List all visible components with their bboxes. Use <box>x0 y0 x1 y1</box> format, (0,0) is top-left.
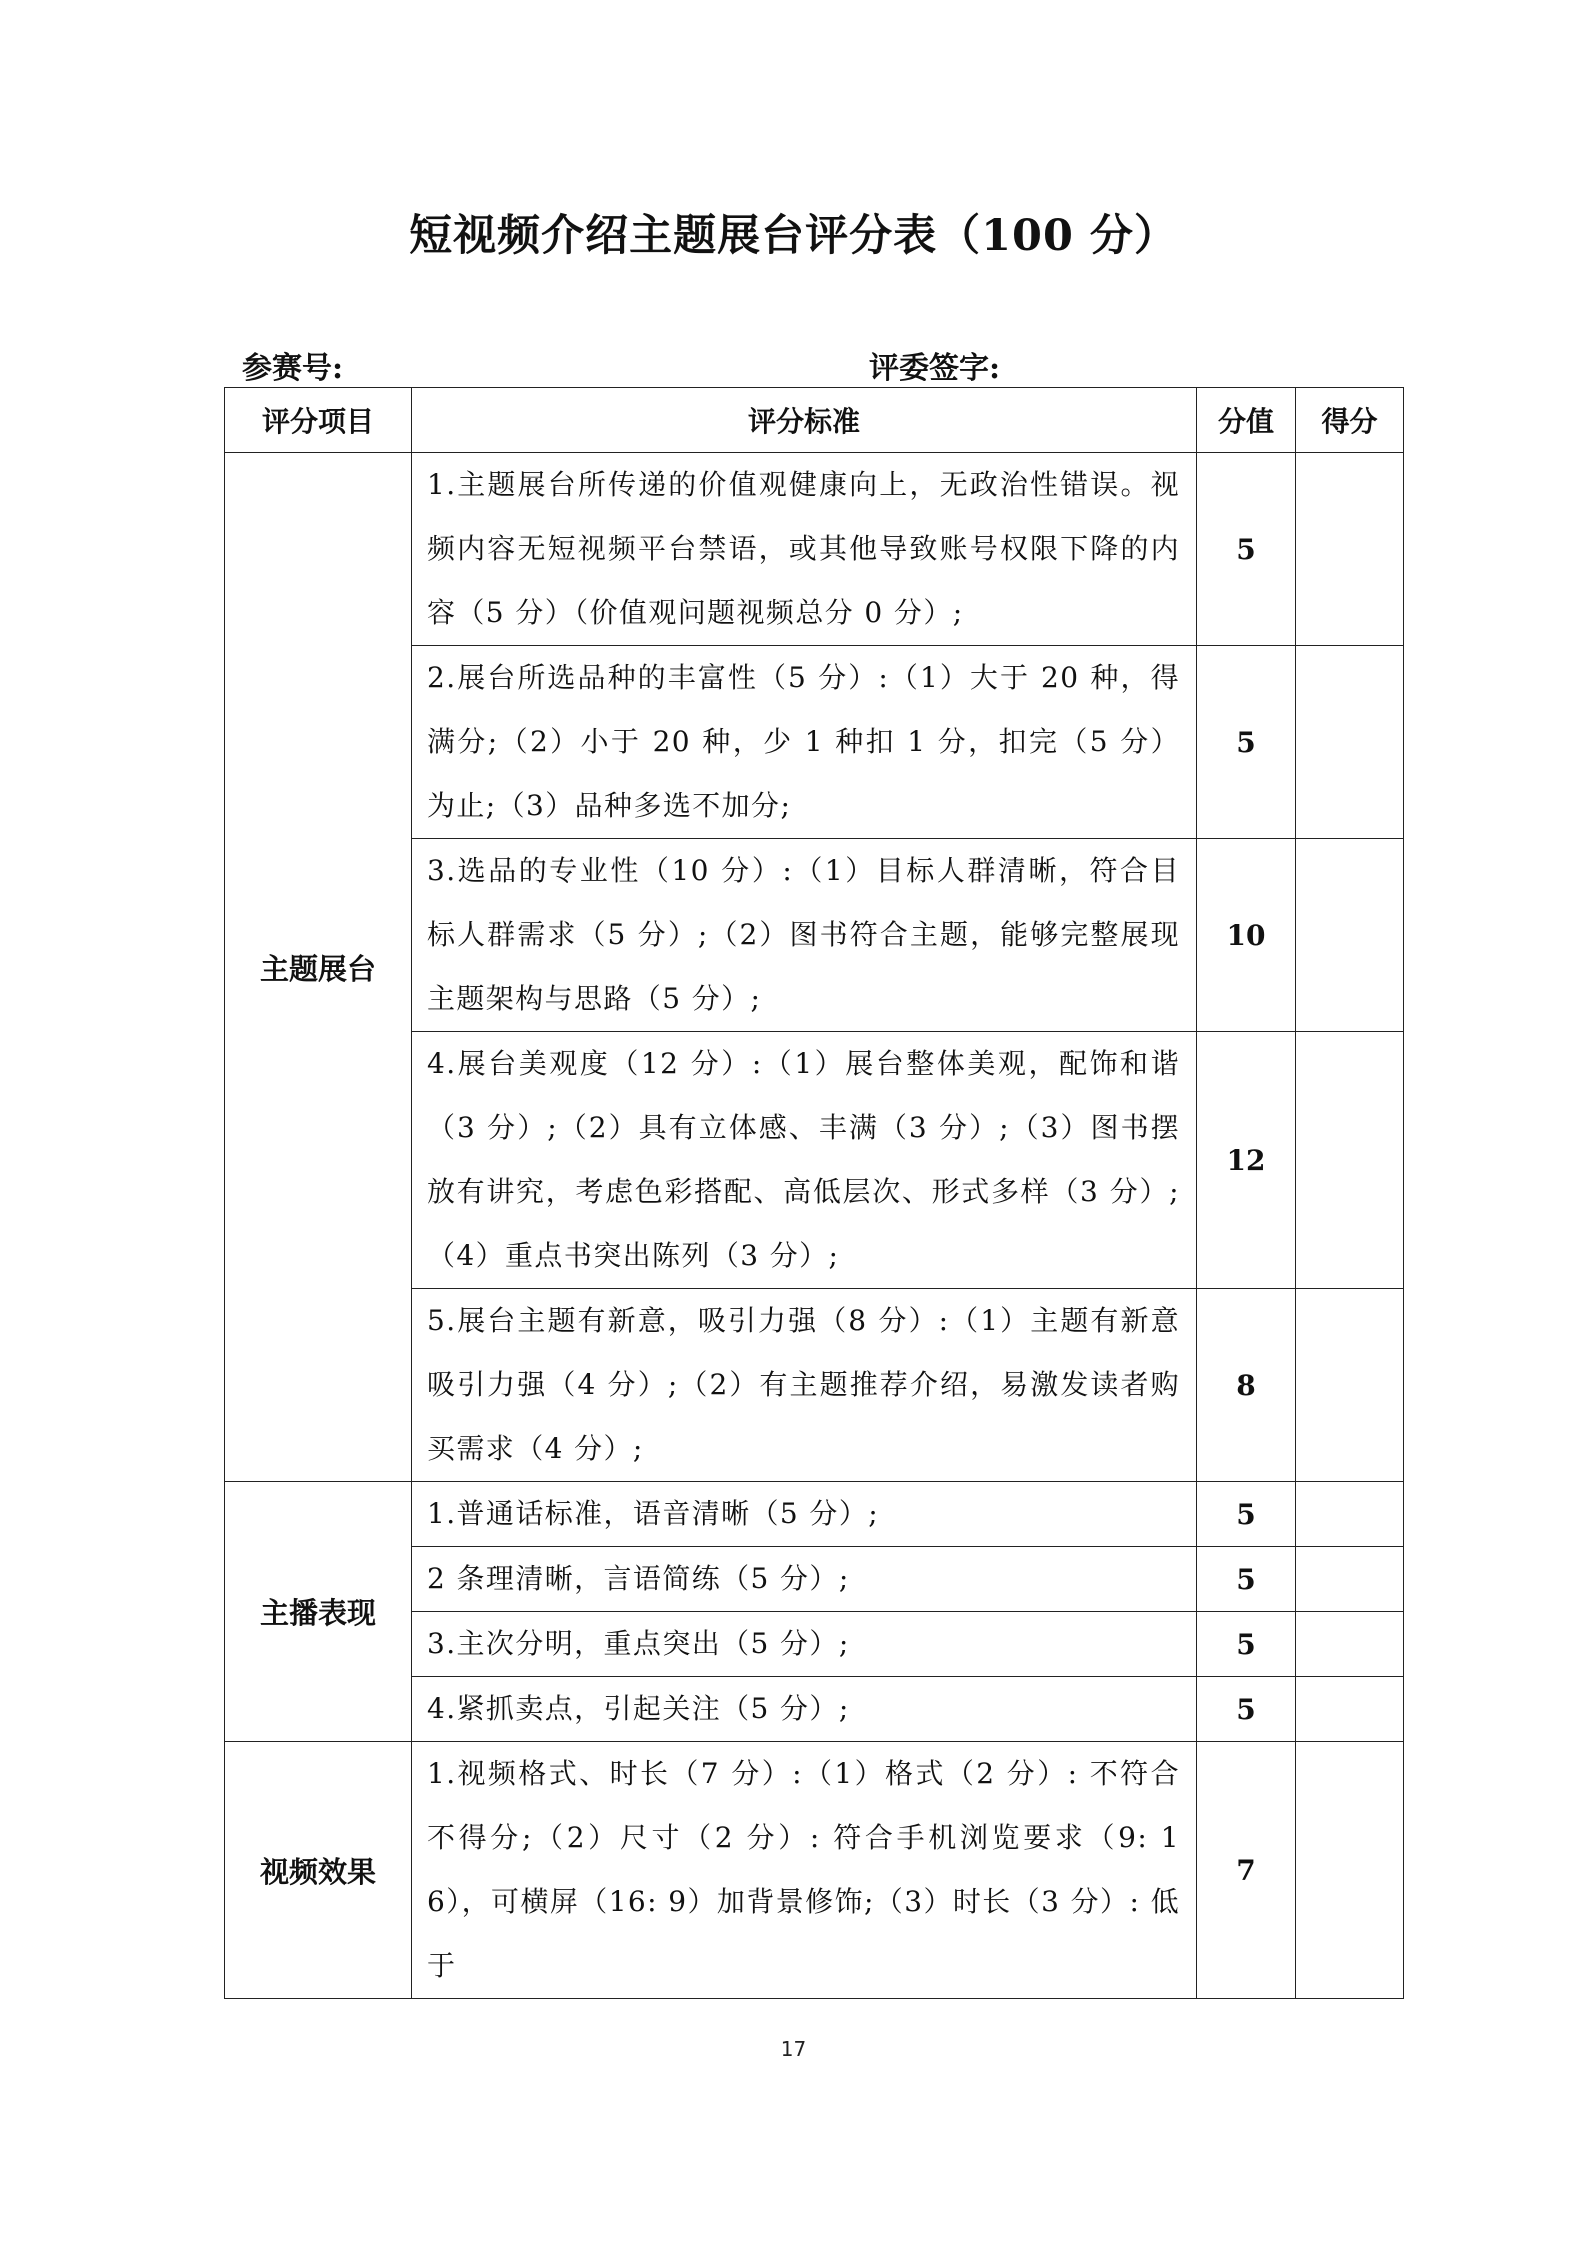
criteria-cell: 1.主题展台所传递的价值观健康向上，无政治性错误。视频内容无短视频平台禁语，或其他导致账号权限下降的内容（5 分）（价值观问题视频总分 0 分）; <box>412 453 1197 646</box>
criteria-cell: 3.选品的专业性（10 分）:（1）目标人群清晰，符合目标人群需求（5 分）;（2）图书符合主题，能够完整展现主题架构与思路（5 分）; <box>412 839 1197 1032</box>
score-input-cell[interactable] <box>1296 1032 1404 1289</box>
score-value-cell: 5 <box>1197 1547 1296 1612</box>
category-cell: 主题展台 <box>225 453 412 1482</box>
table-row <box>225 1482 1404 1547</box>
score-input-cell[interactable] <box>1296 1482 1404 1547</box>
criteria-cell: 4.紧抓卖点，引起关注（5 分）; <box>412 1677 1197 1742</box>
score-value-cell: 12 <box>1197 1032 1296 1289</box>
score-input-cell[interactable] <box>1296 1677 1404 1742</box>
page-number: 17 <box>780 2037 807 2061</box>
score-value-cell: 5 <box>1197 1677 1296 1742</box>
score-input-cell[interactable] <box>1296 453 1404 646</box>
page-title: 短视频介绍主题展台评分表（100 分） <box>409 211 1178 261</box>
score-input-cell[interactable] <box>1296 1612 1404 1677</box>
score-value-cell: 5 <box>1197 453 1296 646</box>
score-input-cell[interactable] <box>1296 839 1404 1032</box>
criteria-cell: 5.展台主题有新意，吸引力强（8 分）:（1）主题有新意吸引力强（4 分）;（2）有主题推荐介绍，易激发读者购买需求（4 分）; <box>412 1289 1197 1482</box>
header-category: 评分项目 <box>225 388 412 453</box>
score-value-cell: 8 <box>1197 1289 1296 1482</box>
entry-number-label: 参赛号: <box>242 351 344 386</box>
table-row <box>225 453 1404 646</box>
table-header-row <box>225 388 1404 453</box>
score-input-cell[interactable] <box>1296 1289 1404 1482</box>
score-input-cell[interactable] <box>1296 1547 1404 1612</box>
score-value-cell: 5 <box>1197 1612 1296 1677</box>
score-value-cell: 10 <box>1197 839 1296 1032</box>
table-row <box>225 1742 1404 1999</box>
category-cell: 主播表现 <box>225 1482 412 1742</box>
header-score-obtained: 得分 <box>1296 388 1404 453</box>
score-value-cell: 5 <box>1197 1482 1296 1547</box>
header-criteria: 评分标准 <box>412 388 1197 453</box>
criteria-cell: 4.展台美观度（12 分）:（1）展台整体美观，配饰和谐（3 分）;（2）具有立体感、丰满（3 分）;（3）图书摆放有讲究，考虑色彩搭配、高低层次、形式多样（3 分）;（4）重点书突出陈列（3 分）; <box>412 1032 1197 1289</box>
criteria-cell: 2 条理清晰，言语简练（5 分）; <box>412 1547 1197 1612</box>
score-value-cell: 7 <box>1197 1742 1296 1999</box>
score-value-cell: 5 <box>1197 646 1296 839</box>
scoring-table <box>224 387 1404 1999</box>
score-input-cell[interactable] <box>1296 646 1404 839</box>
criteria-cell: 1.视频格式、时长（7 分）:（1）格式（2 分）: 不符合不得分;（2）尺寸（2 分）: 符合手机浏览要求（9: 16），可横屏（16: 9）加背景修饰;（3）时长（3 分）: 低于 <box>412 1742 1197 1999</box>
header-score-value: 分值 <box>1197 388 1296 453</box>
judge-signature-label: 评委签字: <box>869 351 1001 386</box>
criteria-cell: 3.主次分明，重点突出（5 分）; <box>412 1612 1197 1677</box>
criteria-cell: 1.普通话标准，语音清晰（5 分）; <box>412 1482 1197 1547</box>
criteria-cell: 2.展台所选品种的丰富性（5 分）:（1）大于 20 种，得满分;（2）小于 20 种，少 1 种扣 1 分，扣完（5 分）为止;（3）品种多选不加分; <box>412 646 1197 839</box>
category-cell: 视频效果 <box>225 1742 412 1999</box>
score-input-cell[interactable] <box>1296 1742 1404 1999</box>
